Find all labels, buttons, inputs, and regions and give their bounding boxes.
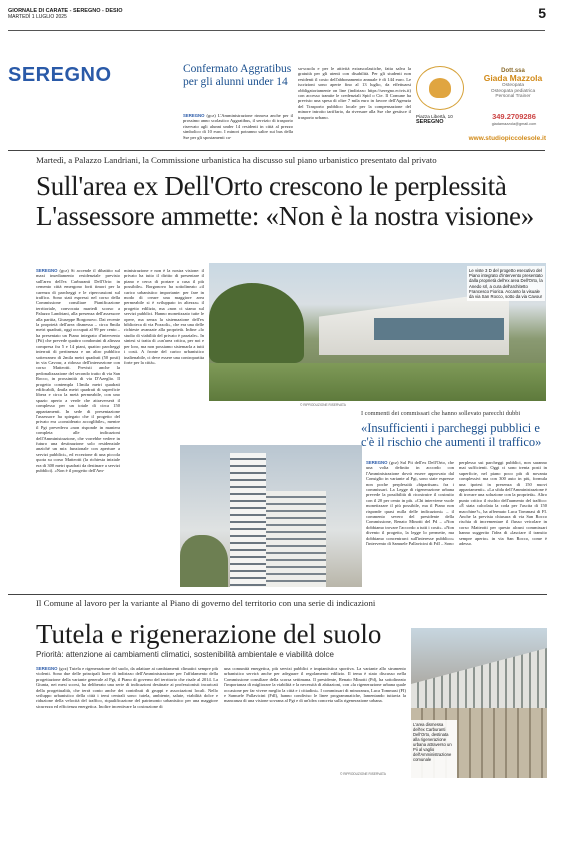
photo-caption: L'area dismessa dell'ex Carburanti Dell'Orto, destinata alla rigenerazione urbana attraverso un Pii al vaglio dell'Amministrazione comunale	[411, 720, 457, 778]
top-article-title: Confermato Aggratibus per gli alunni under 14	[183, 63, 292, 88]
main-article-kicker: SEREGNO	[36, 268, 58, 273]
header-rule	[8, 30, 545, 31]
ad-name: Giada Mazzola	[483, 73, 543, 83]
second-article-subtitle: Priorità: attenzione ai cambiamenti climatici, sostenibilità ambientale e viabilità dolce	[36, 650, 334, 659]
paper-name: GIORNALE DI CARATE - SEREGNO - DESIO	[8, 8, 123, 14]
issue-date: MARTEDÌ 1 LUGLIO 2025	[8, 14, 67, 20]
top-article-col2: sa-scuola e per le attività extrascolastiche, fatta salva la gratuità per gli utenti con disabilità. Per gli studenti non residenti il costo dell'abbonamento annuale è di 144 euro. Le iscrizioni sono aperte fino al 13 luglio, da effettuarsi obbligatoriamente on line (indirizzo https://seregno.ecivis.it) con accesso tramite le credenziali Spid o Cie. Il Comune ha previsto una spesa di oltre 7 mila euro in favore dell'Agenzia del Trasporto pubblico locale per la compensazione del minore introito tariffario, da riversare alla Sse che gestisce il trasporto urbano.	[298, 66, 411, 120]
main-article-col2: ministrazione e non è la nostra visione: il privato ha tutto il diritto di presentare il piano e cerca di portare a casa il più possibile». Borgonovo ha sottolineato «il carico urbanistico importante: per fare in modo di creare una maggiore area permeabile si è sviluppato in altezza» il progetto edilizio, ma «non ci siamo sul servizi pubblici. Hanno monetizzato tutte le opere, ma senza la sistemazione dell'ex biblioteca di via Pozzoli», che era una delle richieste avanzate alla proprietà. Infine «lo studio di viabilità del privato è parziale». In sintesi si tratta di «un'area critica, per noi e per loro, ma non possiamo sistemarla a tutti i costi. A fronte del carico urbanistico inalienabile, ci deve essere una contropartita forte per la città».	[124, 268, 204, 365]
sub-article-title: «Insufficienti i parcheggi pubblici e c'è il rischio che aumenti il traffico»	[361, 421, 542, 449]
ad-role-3: Personal Trainer	[495, 94, 531, 99]
main-title-line-1: Sull'area ex Dell'Orto crescono le perplessità	[36, 171, 507, 201]
main-article-overline: Martedì, a Palazzo Landriani, la Commissione urbanistica ha discusso sul piano urbanistico presentato dal privato	[36, 155, 437, 165]
ad-city: SEREGNO	[416, 119, 444, 126]
sun-logo-icon	[416, 66, 464, 110]
main-article-title	[36, 171, 546, 231]
section-rule-2	[8, 594, 547, 595]
render-image-caption: Le viste 3 D del progetto esecutivo del Piano integrato d'intervento presentato dalla proprietà dell'ex area Dell'Orto, la Anedo srl, a cura dell'architetto Francesco Fiorica. Accanto la visuale da via San Rocco, sotto da via Cavour	[467, 266, 545, 301]
ad-street: Piazza Libertà, 10	[416, 114, 453, 119]
sub-article-kicker: SEREGNO	[366, 460, 388, 465]
city-section-label	[8, 64, 168, 90]
top-article-col1	[183, 113, 293, 140]
main-article-col1	[36, 268, 120, 593]
ad-role-2: Osteopata pediatrica	[490, 88, 536, 94]
masthead	[8, 8, 123, 20]
main-title-line-2: L'assessore ammette: «Non è la nostra visione»	[36, 201, 534, 231]
second-article-overline: Il Comune al lavoro per la variante al Piano di governo del territorio con una serie di indicazioni	[36, 598, 376, 608]
advertisement	[416, 66, 546, 148]
section-rule	[8, 150, 545, 151]
main-article-text-1: (gcz) Si accende il dibattito sul maxi insediamento residenziale previsto sull'area dell'ex Carburanti Dell'Orto: in cemento città emergono forti timori per la carenza di parcheggi e le ripercussioni sul traffico. Sono stati espressi nel corso della Commissione consiliare Pianificazione territoriale, convocata martedì scorso a Palazzo Landriani, alla presenza dell'assessore alla partita, Giuseppe Borgonovo. Dai recente la proprietà dell'area dismessa – circa 8mila metri quadrati, oggi occupati al 99 per cento – ha presentato un Piano integrato d'intervento (Pii) che prevede quattro condomini di altezza compresa fra 5 e 14 piani, quattro parcheggi interrati di pertinenza e un altro pubblico sotterraneo di 2mila metri quadrati (50 posti) in via Cavour, a ridosso dell'intersezione con corso Matteotti. Previsti anche la pedonalizzazione del secondo tratto di via San Rocco, in prossimità di via D'Azeglio. Il progetto contempla 13mila metri quadrati edificabili, 4mila metri quadrati di superficie libera e circa la metà permeabile, con uno spazio aperto a verde che attraverserà il complesso per un totale di circa 150 appartamenti. In sede di presentazione l'assessore ha spiegato che il progetto del privato era «considerato accoglibile», mentre il Pgt prevedeva «non risponde in maniera completa alle indicazioni dell'Amministrazione, che vorrebbe vedere in futuro una destinazione solo residenziale anziché un mix funzionale con aperture a servizi pubblici», ed eccezione di una piccola quota su corso Matteotti (la richiesta iniziale era di 300 metri quadrati da destinare a servizi pubblici). «Non è il progetto dell'Am-	[36, 268, 120, 474]
sub-article-text-1: (gcz) Sul Pii dell'ex Dell'Orto, che una volta definito in accordo con l'Amministrazione dovrà essere approvato dal Consiglio in variante al Pgt, sono state espresse non poche perplessità «bipartisan» fra i commissari. La Legge di rigenerazione urbana prevede la possibilità di ricostruire il costruito con il 20 per cento in più. «Chi interviene vuole monetizzare il più possibile, ma il Piano non risponde quasi nulla delle indicazioni» – il commento severo del presidente della Commissione, Renato Minotti del Pd – «Non dobbiamo trovare l'accordo a tutti i costi». «Non divento il progetto, la legge lo permette, ma dobbiamo concentrarci sull'interesse pubblico» l'intervento di Samuele Pallavicini di FdI – Sono	[366, 460, 454, 547]
sub-article-col2: perplesso sui parcheggi pubblici, non saranno mai sufficienti. Oggi ci sono trenta posti in superficie, nel piano poco più di novanta complessivi ma con 300 auto in più, formula una ipotesi in presenza di 150 nuovi appartamenti». «La sfida dell'Amministrazione è di trovare una soluzione con la proprietà». Altro punto critico il rischio dell'aumento del traffico: «È stata calcolata la coda per l'uscita di 150 macchine?», ha affermato Luca Tommasi di FI. Anche la prevista chiusura di via San Rocco rischia di incrementare il flusso veicolare in corso Matteotti per questo alcuni commissari hanno suggerito l'idea di «lasciare il transito sempre aperto» in via San Rocco, come è adesso.	[459, 460, 547, 547]
ad-title: Dott.ssa	[501, 68, 525, 74]
second-article-col2: una comunità energetica, più servizi pubblici e impiantistica sportiva. La variante allo strumento urbanistico servirà anche per adeguare il regolamento edilizio. Il tema è stato discusso nella Commissione consiliare della scorsa settimana. Il presidente, Renato Minotti (Pd), ha sottolineato l'importanza di migliorare la viabilità e la necessità di abitazioni, con «la rigenerazione urbana quale occasione per far vivere meglio la città e i cittadini». I commissari di minoranza, Luca Tommasi (FI) e Samuele Pallavicini (FdI), hanno condiviso le linee programmatiche, lamentando tuttavia la mancanza di una visione sovrana al Pgt e di un'idea concreta sulla rigenerazione urbana.	[224, 666, 406, 704]
second-article-col1	[36, 666, 218, 778]
top-article-kicker: SEREGNO	[183, 113, 205, 118]
second-credit: © RIPRODUZIONE RISERVATA	[340, 772, 386, 776]
ad-role-1: Osteopata	[501, 83, 525, 88]
ad-practitioner	[480, 68, 546, 100]
ad-phone: 349.2709286	[492, 112, 536, 121]
tower-render-image	[180, 445, 362, 587]
ad-website: www.studiopiccolesole.it	[468, 135, 546, 142]
ad-address	[416, 114, 476, 126]
city-name: SEREGNO	[8, 64, 112, 86]
ad-email: giadamazzola@gmail.com	[491, 122, 537, 126]
sub-article-col1	[366, 460, 454, 590]
second-article-title: Tutela e rigenerazione del suolo	[36, 619, 382, 649]
render-credit: © RIPRODUZIONE RISERVATA	[300, 403, 346, 407]
second-article-text-1: (gcz) Tutela e rigenerazione del suolo, da adattare ai cambiamenti climatici sempre più violenti. Sono due delle principali linee di indirizzo dell'Amministrazione per l'affidamento della progettazione della variante generale al Pgt, il Piano di governo del territorio che risale al 2014. La Giunta, nei mesi scorsi, ha deliberato una serie di indicazioni destinate ai professionisti incaricati della progettualità, che terrà conto anche dei contributi di gruppi e associazioni locali. Nello sviluppo urbanistico della città i temi centrali sono: tutela, ambiente, salute, viabilità dolce e riduzione della velocità del traffico, riqualificazione del patrimonio urbanistico per una maggiore sicurezza ed efficienza energetica. Inoltre incentivare la costruzione di	[36, 666, 218, 709]
second-article-kicker: SEREGNO	[36, 666, 58, 671]
top-article-text-1: (gcz) L'Amministrazione rinnova anche per il prossimo anno scolastico Aggratibus, il servizio di trasporto riservato agli alunni under 14 residenti in città al prezzo simbolico di 10 euro. I minori potranno salire sui bus della Sse per gli spostamenti ca-	[183, 113, 294, 140]
sub-article-overline: I commenti dei commissari che hanno sollevato parecchi dubbi	[361, 410, 521, 417]
page-number: 5	[538, 5, 546, 21]
